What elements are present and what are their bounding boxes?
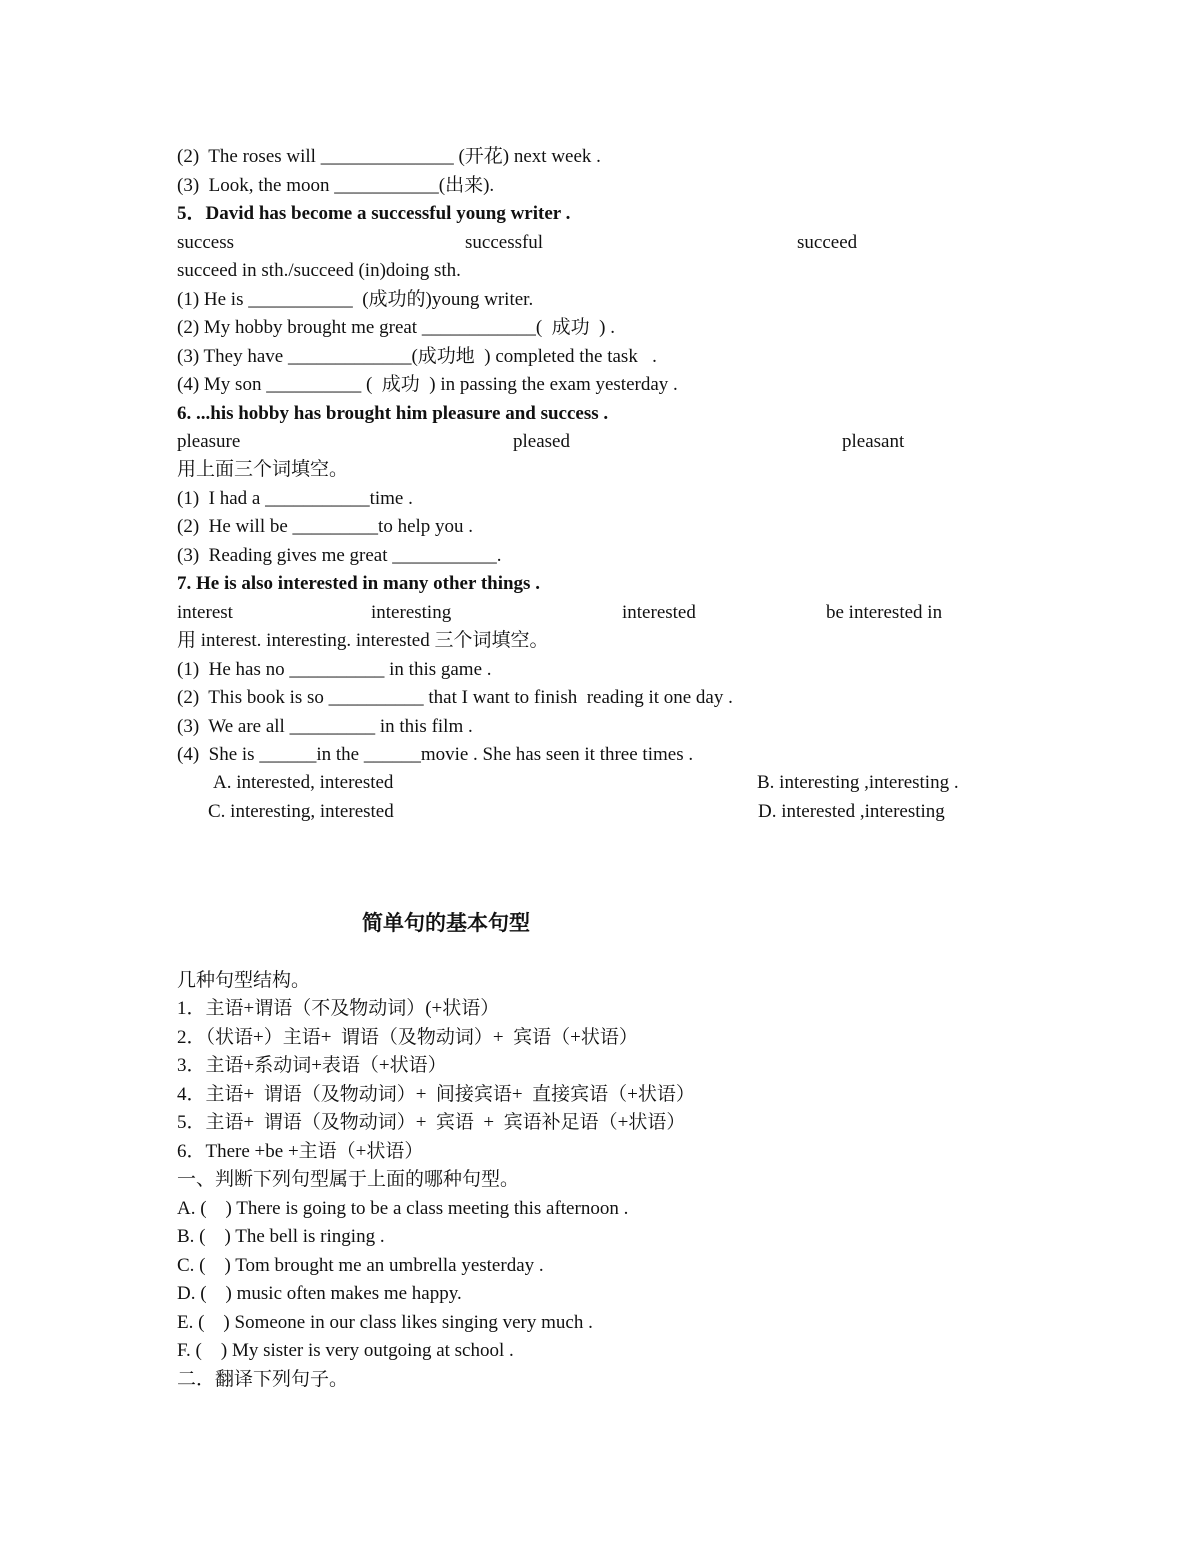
exercise-line: (2) He will be _________to help you .	[177, 516, 474, 537]
pattern-item: 5．主语+ 谓语（及物动词）+ 宾语 + 宾语补足语（+状语）	[177, 1112, 686, 1133]
exercise-line: (1) He is ___________ (成功的)young writer.	[177, 289, 534, 310]
word-form: be interested in	[826, 602, 943, 623]
word-form: success	[177, 232, 234, 253]
option-a: A. interested, interested	[213, 772, 394, 793]
pattern-item: 2．（状语+）主语+ 谓语（及物动词）+ 宾语（+状语）	[177, 1027, 638, 1048]
pattern-item: 6．There +be +主语（+状语）	[177, 1141, 424, 1162]
section-heading-6: 6. ...his hobby has brought him pleasure and success .	[177, 403, 609, 424]
word-form: pleasant	[842, 431, 905, 452]
word-form: interesting	[371, 602, 452, 623]
judge-item: A. ( ) There is going to be a class meeting this afternoon .	[177, 1198, 629, 1219]
option-b: B. interesting ,interesting .	[757, 772, 959, 793]
judge-item: F. ( ) My sister is very outgoing at school .	[177, 1340, 514, 1361]
exercise-line: (1) He has no __________ in this game .	[177, 659, 492, 680]
judge-item: E. ( ) Someone in our class likes singing very much .	[177, 1312, 593, 1333]
exercise-line: (3) We are all _________ in this film .	[177, 716, 473, 737]
section-title: 简单句的基本句型	[362, 911, 530, 935]
exercise-line: (3) Reading gives me great ___________.	[177, 545, 502, 566]
section-heading-5: 5．David has become a successful young writer .	[177, 203, 571, 224]
task-heading: 一、判断下列句型属于上面的哪种句型。	[177, 1169, 520, 1190]
exercise-line: (4) My son __________ ( 成功 ) in passing the exam yesterday .	[177, 374, 678, 395]
word-form: pleasure	[177, 431, 241, 452]
pattern-item: 1．主语+谓语（不及物动词）(+状语）	[177, 998, 500, 1019]
judge-item: C. ( ) Tom brought me an umbrella yesterday .	[177, 1255, 544, 1276]
exercise-line: (4) She is ______in the ______movie . She has seen it three times .	[177, 744, 694, 765]
exercise-line: (2) The roses will ______________ (开花) next week .	[177, 146, 601, 167]
usage-note: succeed in sth./succeed (in)doing sth.	[177, 260, 461, 281]
exercise-line: (2) My hobby brought me great ____________( 成功 ) .	[177, 317, 615, 338]
word-form: interest	[177, 602, 233, 623]
word-form: interested	[622, 602, 696, 623]
pattern-item: 4．主语+ 谓语（及物动词）+ 间接宾语+ 直接宾语（+状语）	[177, 1084, 695, 1105]
exercise-line: (3) They have _____________(成功地 ) completed the task .	[177, 346, 657, 367]
instruction: 用上面三个词填空。	[177, 459, 349, 480]
instruction: 用 interest. interesting. interested 三个词填空。	[177, 630, 549, 651]
section-intro: 几种句型结构。	[177, 970, 311, 991]
exercise-line: (1) I had a ___________time .	[177, 488, 413, 509]
judge-item: B. ( ) The bell is ringing .	[177, 1226, 385, 1247]
section-heading-7: 7. He is also interested in many other things .	[177, 573, 540, 594]
pattern-item: 3．主语+系动词+表语（+状语）	[177, 1055, 447, 1076]
task-heading: 二．翻译下列句子。	[177, 1369, 349, 1390]
word-form: succeed	[797, 232, 858, 253]
word-form: pleased	[513, 431, 570, 452]
judge-item: D. ( ) music often makes me happy.	[177, 1283, 462, 1304]
option-c: C. interesting, interested	[208, 801, 394, 822]
exercise-line: (3) Look, the moon ___________(出来).	[177, 175, 495, 196]
exercise-line: (2) This book is so __________ that I want to finish reading it one day .	[177, 687, 733, 708]
option-d: D. interested ,interesting	[758, 801, 945, 822]
word-form: successful	[465, 232, 544, 253]
